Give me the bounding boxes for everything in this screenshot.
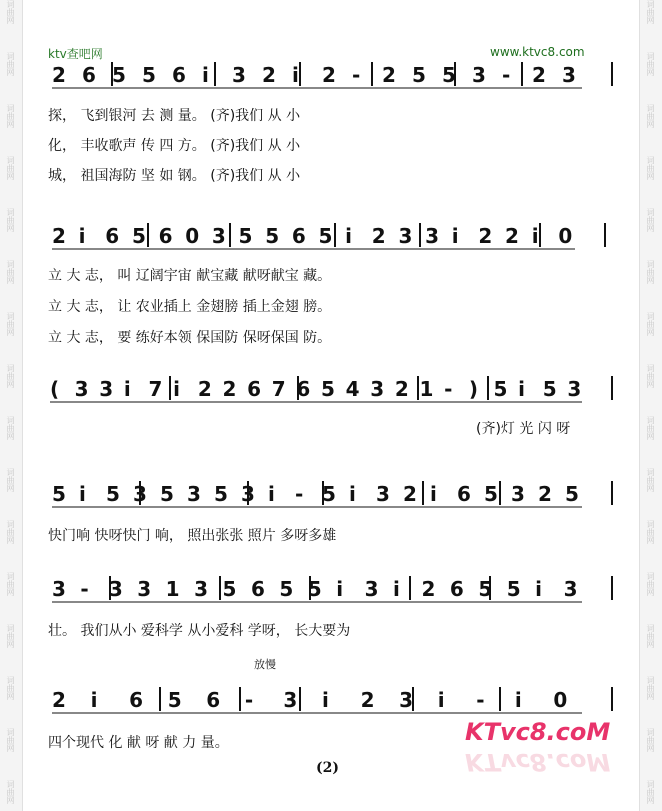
note-glyph: 6 xyxy=(457,482,471,506)
note-glyph: 3 xyxy=(562,63,576,87)
note-glyph: 2 xyxy=(538,482,552,506)
note-glyph: 5 xyxy=(131,224,146,248)
side-watermark: 词曲网 xyxy=(6,624,15,648)
lyric-row-4: 快门响 快呀快门 响， 照出张张 照片 多呀多雄 xyxy=(48,528,337,544)
note-glyph: 6 xyxy=(247,377,262,401)
lyric-row-6: 四个现代 化 献 呀 献 力 量。 xyxy=(48,735,229,751)
note-glyph: - xyxy=(295,482,304,506)
note-glyph: 5 xyxy=(565,482,579,506)
note-glyph: 5 xyxy=(279,577,294,601)
ktvc8-logo: KTvc8.coM xyxy=(465,718,611,746)
side-watermark: 词曲网 xyxy=(646,728,655,752)
note-glyph: 3 xyxy=(398,224,413,248)
note-glyph: i xyxy=(90,688,98,712)
note-glyph: 6 xyxy=(291,224,306,248)
note-glyph: i xyxy=(79,482,86,506)
lyric-row-1-verse-2: 化， 丰收歌声 传 四 方。 (齐)我们 从 小 xyxy=(48,138,301,154)
note-glyph: 6 xyxy=(129,688,144,712)
note-glyph: 5 xyxy=(318,224,333,248)
side-watermark: 词曲网 xyxy=(646,676,655,700)
note-glyph: 0 xyxy=(558,224,573,248)
note-glyph: i xyxy=(123,377,131,401)
note-glyph: 6 xyxy=(105,224,120,248)
note-glyph: 5 xyxy=(478,577,493,601)
side-watermark: 词曲网 xyxy=(646,624,655,648)
lyric-row-3: (齐)灯 光 闪 呀 xyxy=(476,421,571,437)
note-glyph: 3 xyxy=(364,577,379,601)
note-glyph: i xyxy=(345,224,353,248)
side-watermark: 词曲网 xyxy=(6,312,15,336)
note-glyph: 5 xyxy=(542,377,557,401)
note-glyph: 5 xyxy=(484,482,498,506)
lyric-row-2-verse-3: 立 大 志， 要 练好本领 保国防 保呀保国 防。 xyxy=(48,330,332,346)
note-glyph: 6 xyxy=(172,63,186,87)
side-watermark: 词曲网 xyxy=(646,52,655,76)
note-glyph: i xyxy=(349,482,356,506)
note-glyph: i xyxy=(393,577,400,601)
side-watermark: 词曲网 xyxy=(6,676,15,700)
note-glyph: 3 xyxy=(425,224,440,248)
note-glyph: 3 xyxy=(99,377,114,401)
note-glyph: 3 xyxy=(472,63,486,87)
lyric-row-1-verse-3: 城， 祖国海防 坚 如 钢。 (齐)我们 从 小 xyxy=(48,168,301,184)
side-watermark: 词曲网 xyxy=(6,52,15,76)
note-glyph: 5 xyxy=(222,577,237,601)
note-glyph: 2 xyxy=(421,577,436,601)
note-glyph: 0 xyxy=(185,224,200,248)
note-glyph: ) xyxy=(468,377,478,401)
ktvc8-logo-reflection: KTvc8.coM xyxy=(465,748,611,776)
note-glyph: i xyxy=(430,482,437,506)
note-glyph: 3 xyxy=(74,377,89,401)
note-glyph: 3 xyxy=(370,377,385,401)
note-glyph: 3 xyxy=(511,482,525,506)
note-glyph: - xyxy=(244,688,254,712)
note-glyph: 5 xyxy=(167,688,182,712)
note-glyph: 3 xyxy=(133,482,147,506)
note-glyph: 5 xyxy=(322,482,336,506)
note-glyph: 7 xyxy=(271,377,286,401)
side-watermark: 词曲网 xyxy=(646,208,655,232)
note-glyph: i xyxy=(451,224,459,248)
note-glyph: i xyxy=(514,688,522,712)
note-glyph: 5 xyxy=(112,63,126,87)
note-glyph: 5 xyxy=(106,482,120,506)
note-glyph: 2 xyxy=(360,688,375,712)
note-glyph: 3 xyxy=(283,688,298,712)
note-glyph: 1 xyxy=(419,377,434,401)
note-glyph: 2 xyxy=(478,224,493,248)
lyric-row-5: 壮。 我们从小 爱科学 从小爱科 学呀， 长大要为 xyxy=(48,623,351,639)
note-glyph: 2 xyxy=(394,377,409,401)
note-glyph: 1 xyxy=(165,577,180,601)
note-glyph: 3 xyxy=(187,482,201,506)
side-watermark: 词曲网 xyxy=(6,520,15,544)
note-glyph: 7 xyxy=(148,377,163,401)
note-glyph: 3 xyxy=(376,482,390,506)
side-watermark: 词曲网 xyxy=(6,468,15,492)
side-watermark: 词曲网 xyxy=(6,0,15,24)
note-glyph: 5 xyxy=(265,224,280,248)
side-watermark: 词曲网 xyxy=(646,520,655,544)
side-watermark: 词曲网 xyxy=(646,312,655,336)
note-glyph: 3 xyxy=(567,377,582,401)
note-glyph: 3 xyxy=(563,577,578,601)
side-watermark: 词曲网 xyxy=(6,364,15,388)
note-glyph: 6 xyxy=(449,577,464,601)
note-glyph: - xyxy=(352,63,361,87)
note-glyph: 3 xyxy=(194,577,209,601)
note-glyph: ( xyxy=(50,377,60,401)
note-glyph: i xyxy=(535,577,543,601)
note-glyph: i xyxy=(437,688,445,712)
note-glyph: i xyxy=(202,63,209,87)
note-glyph: i xyxy=(336,577,344,601)
note-glyph: 6 xyxy=(158,224,173,248)
note-glyph: 5 xyxy=(442,63,456,87)
note-glyph: i xyxy=(292,63,299,87)
page-number: (2) xyxy=(316,760,339,776)
side-watermark: 词曲网 xyxy=(6,156,15,180)
note-glyph: 5 xyxy=(52,482,66,506)
note-glyph: 5 xyxy=(412,63,426,87)
side-watermark: 词曲网 xyxy=(646,104,655,128)
note-glyph: 3 xyxy=(52,577,66,601)
site-watermark-left: ktv查吧网 xyxy=(48,47,103,61)
note-glyph: 3 xyxy=(232,63,246,87)
lyric-row-1-verse-1: 探， 飞到银河 去 测 量。 (齐)我们 从 小 xyxy=(48,108,301,124)
note-glyph: i xyxy=(531,224,539,248)
side-watermark: 词曲网 xyxy=(646,416,655,440)
note-glyph: 2 xyxy=(222,377,237,401)
side-watermark: 词曲网 xyxy=(6,728,15,752)
note-glyph: 5 xyxy=(307,577,322,601)
note-glyph: i xyxy=(518,377,525,401)
note-glyph: 2 xyxy=(262,63,276,87)
lyric-row-2-verse-1: 立 大 志， 叫 辽阔宇宙 献宝藏 献呀献宝 藏。 xyxy=(48,268,332,284)
note-glyph: 2 xyxy=(532,63,546,87)
note-glyph: i xyxy=(322,688,329,712)
side-watermark: 词曲网 xyxy=(646,572,655,596)
note-glyph: 3 xyxy=(399,688,414,712)
side-watermark: 词曲网 xyxy=(646,780,655,804)
tempo-marking: 放慢 xyxy=(254,658,276,671)
note-glyph: 5 xyxy=(142,63,156,87)
note-glyph: 6 xyxy=(296,377,311,401)
side-watermark: 词曲网 xyxy=(6,572,15,596)
note-glyph: 3 xyxy=(108,577,123,601)
side-watermark: 词曲网 xyxy=(646,0,655,24)
note-glyph: 5 xyxy=(238,224,253,248)
note-glyph: 5 xyxy=(321,377,335,401)
side-watermark: 词曲网 xyxy=(6,416,15,440)
note-glyph: 2 xyxy=(52,688,66,712)
note-glyph: 2 xyxy=(322,63,336,87)
note-glyph: - xyxy=(444,377,453,401)
side-watermark: 词曲网 xyxy=(6,780,15,804)
side-watermark: 词曲网 xyxy=(6,260,15,284)
note-glyph: 2 xyxy=(371,224,386,248)
note-glyph: 3 xyxy=(137,577,152,601)
note-glyph: 6 xyxy=(82,63,96,87)
note-glyph: i xyxy=(268,482,275,506)
note-glyph: 3 xyxy=(211,224,226,248)
side-watermark: 词曲网 xyxy=(6,208,15,232)
note-glyph: 2 xyxy=(197,377,212,401)
note-glyph: 5 xyxy=(493,377,508,401)
note-glyph: 4 xyxy=(345,377,360,401)
note-glyph: 3 xyxy=(241,482,255,506)
side-watermark: 词曲网 xyxy=(646,156,655,180)
note-glyph: i xyxy=(173,377,181,401)
note-glyph: 2 xyxy=(52,63,66,87)
note-glyph: - xyxy=(476,688,485,712)
site-watermark-right: www.ktvc8.com xyxy=(490,45,585,59)
note-glyph: 5 xyxy=(160,482,174,506)
note-glyph: 2 xyxy=(52,224,66,248)
note-glyph: 0 xyxy=(553,688,568,712)
side-watermark: 词曲网 xyxy=(646,260,655,284)
note-glyph: 5 xyxy=(214,482,228,506)
note-glyph: 6 xyxy=(206,688,221,712)
side-watermark: 词曲网 xyxy=(646,364,655,388)
note-glyph: 2 xyxy=(382,63,396,87)
note-glyph: 6 xyxy=(250,577,265,601)
side-watermark: 词曲网 xyxy=(646,468,655,492)
note-glyph: - xyxy=(502,63,511,87)
note-glyph: 5 xyxy=(506,577,521,601)
note-glyph: 2 xyxy=(403,482,417,506)
side-watermark: 词曲网 xyxy=(6,104,15,128)
note-glyph: - xyxy=(80,577,89,601)
note-glyph: 2 xyxy=(505,224,519,248)
lyric-row-2-verse-2: 立 大 志， 让 农业插上 金翅膀 插上金翅 膀。 xyxy=(48,299,332,315)
note-glyph: i xyxy=(78,224,86,248)
